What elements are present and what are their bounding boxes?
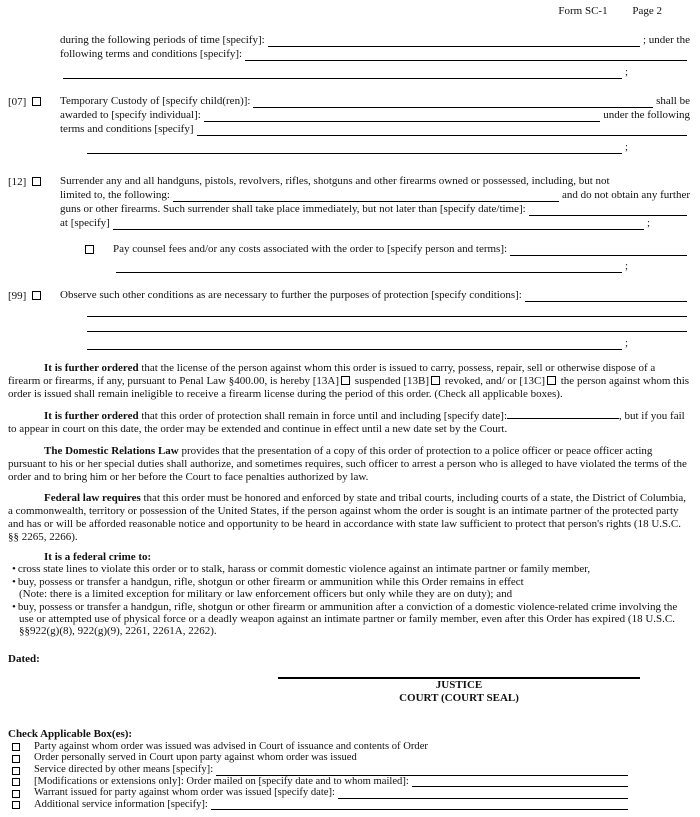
duration-text-2: , but if you fail to appear in court on this date, the order may be extended and continue in effect until a new date set by the Court. — [8, 410, 685, 436]
justice-label: JUSTICE — [435, 678, 483, 691]
clause-firearms-text-6: ; — [646, 217, 650, 229]
clause-firearms-text-4: guns or other firearms. Such surrender shall take place immediately, but not later than [specify date/time]: — [60, 203, 526, 215]
custody-checkbox-icon[interactable] — [32, 97, 41, 106]
clause-counsel-text-2: ; — [624, 260, 628, 272]
clause-counsel-fees — [8, 242, 690, 273]
federal-crime-bullet-1 — [8, 563, 690, 575]
check-item-warrant-issued — [8, 787, 690, 799]
federal-crime-heading: It is a federal crime to: — [44, 550, 152, 563]
bullet-2-text: buy, possess or transfer a handgun, rifle, shotgun or other firearm or ammunition while this Order remains in effect — [17, 575, 524, 588]
clause-other-conditions — [8, 288, 690, 350]
check-item-additional-service-info — [8, 799, 690, 811]
suspended-checkbox-icon[interactable] — [341, 376, 350, 385]
federal-crime-bullet-3 — [8, 601, 690, 638]
check-item-service-other-means — [8, 764, 690, 776]
clause-surrender-firearms — [8, 174, 690, 230]
other-conditions-field[interactable] — [525, 291, 687, 302]
clause-custody-text-5: terms and conditions [specify] — [60, 123, 194, 135]
license-code-13c: [13C] — [519, 374, 545, 387]
additional-service-info-field[interactable] — [211, 800, 628, 810]
bullet-1-text: cross state lines to violate this order or to stalk, harass or commit domestic violence against an intimate partner or family member, — [17, 563, 591, 576]
clause-firearms-gutter — [8, 174, 60, 189]
surrender-location-field[interactable] — [113, 219, 644, 230]
counsel-person-field-2[interactable] — [116, 262, 622, 273]
bullet-icon: • — [12, 575, 16, 588]
firearms-checkbox-icon[interactable] — [32, 177, 41, 186]
clause-temporary-custody — [8, 94, 690, 154]
warrant-date-field[interactable] — [338, 789, 628, 799]
clause-firearms-text-3: and do not obtain any further — [562, 189, 690, 201]
clause-other-number: [99] — [8, 290, 27, 302]
clause-custody-text-1: Temporary Custody of [specify child(ren)]: — [60, 95, 251, 107]
warrant-checkbox-icon[interactable] — [12, 790, 20, 798]
clause-time-text-2: ; under the — [642, 34, 690, 46]
surrender-datetime-field[interactable] — [529, 205, 687, 216]
signature-block — [278, 677, 640, 705]
clause-firearms-number: [12] — [8, 176, 27, 188]
federal-crime-bullet-2-note: (Note: there is a limited exception for military or law enforcement officers but only while they are on duty); and — [19, 588, 513, 601]
license-text-2: suspended — [354, 374, 401, 387]
check-boxes-heading: Check Applicable Box(es): — [8, 727, 133, 740]
clause-time-text-4: ; — [624, 66, 628, 78]
drl-text: provides that the presentation of a copy of this order of protection to a police officer or peace officer acting pursuant to his or her special duties shall authorize, and sometimes requires, such officer to arrest a person who is alleged to have violated the terms of the order and to bring him or her before the Court to face penalties authorized by law. — [8, 444, 687, 483]
check-item-label: Additional service information [specify]: — [34, 798, 208, 810]
clause-counsel-gutter — [85, 242, 113, 257]
terms-conditions-field-2[interactable] — [63, 68, 622, 79]
clause-custody-number: [07] — [8, 96, 27, 108]
license-lead: It is further ordered — [44, 362, 139, 374]
drl-lead: The Domestic Relations Law — [44, 444, 179, 457]
form-number: Form SC-1 — [558, 5, 608, 17]
clause-other-text-1: Observe such other conditions as are necessary to further the purposes of protection [specify conditions]: — [60, 289, 522, 301]
page-header — [8, 4, 690, 18]
check-item-label: Service directed by other means [specify]: — [34, 763, 214, 775]
bullet-icon: • — [12, 600, 16, 613]
time-periods-field[interactable] — [268, 36, 640, 47]
other-conditions-field-4[interactable] — [87, 339, 622, 350]
clause-other-text-2: ; — [624, 337, 628, 349]
bullet-icon: • — [12, 563, 16, 576]
served-checkbox-icon[interactable] — [12, 755, 20, 763]
terms-conditions-field[interactable] — [245, 50, 687, 61]
clause-custody-text-2: shall be — [656, 95, 690, 107]
clause-firearms-text-1: Surrender any and all handguns, pistols, revolvers, rifles, shotguns and other firearms owned or possessed, including, but not — [60, 175, 610, 187]
check-item-order-mailed — [8, 776, 690, 788]
dated-label: Dated: — [8, 652, 40, 665]
mailed-checkbox-icon[interactable] — [12, 778, 20, 786]
clause-other-gutter — [8, 288, 60, 303]
license-code-13b: [13B] — [403, 374, 430, 387]
check-item-advised-in-court — [8, 741, 690, 753]
clause-firearms-text-2: limited to, the following: — [60, 189, 170, 201]
custody-terms-field-2[interactable] — [87, 143, 622, 154]
expiration-date-field[interactable] — [507, 409, 619, 419]
federal-lead: Federal law requires — [44, 492, 141, 505]
check-item-label: Warrant issued for party against whom order was issued [specify date]: — [34, 787, 335, 799]
clause-custody-text-4: under the following — [603, 109, 690, 121]
check-item-personally-served — [8, 752, 690, 764]
federal-text: that this order must be honored and enforced by state and tribal courts, including courts of a state, the District of Columbia, a commonwealth, territory or possession of the United States, if the person against whom the order is sought is an intimate partner of the protected party and has or will be afforded reasonable notice and opportunity to be heard in accordance with state law sufficient to protect that person's rights (18 U.S.C. §§ 2265, 2266). — [8, 492, 687, 543]
clause-time-gutter — [8, 33, 60, 34]
license-code-13a: [13A] — [312, 374, 340, 387]
clause-custody-text-3: awarded to [specify individual]: — [60, 109, 201, 121]
revoked-checkbox-icon[interactable] — [431, 376, 440, 385]
duration-text-1: that this order of protection shall remain in force until and including [specify date]: — [141, 410, 507, 423]
custody-terms-field[interactable] — [197, 125, 688, 136]
clause-time-text-1: during the following periods of time [specify]: — [60, 34, 265, 46]
order-mailed-field[interactable] — [412, 777, 628, 787]
clause-custody-gutter — [8, 94, 60, 109]
clause-firearms-text-5: at [specify] — [60, 217, 110, 229]
advised-checkbox-icon[interactable] — [12, 743, 20, 751]
clause-time-text-3: following terms and conditions [specify]: — [60, 48, 243, 60]
license-text-4: the person against whom this order is issued shall remain ineligible to receive a firearm license during the period of this order. (Check all applicable boxes). — [8, 374, 690, 400]
check-item-label: [Modifications or extensions only]: Order mailed on [specify date and to whom mailed]: — [34, 775, 409, 787]
clause-counsel-text-1: Pay counsel fees and/or any costs associated with the order to [specify person and terms]: — [113, 243, 508, 255]
counsel-person-field[interactable] — [510, 245, 687, 256]
paragraph-domestic-relations-law — [8, 445, 690, 483]
other-checkbox-icon[interactable] — [32, 291, 41, 300]
custody-individual-field[interactable] — [204, 111, 600, 122]
service-other-checkbox-icon[interactable] — [12, 767, 20, 775]
custody-children-field[interactable] — [253, 97, 653, 108]
license-text-1: that the license of the person against whom this order is issued to carry, possess, repair, sell or otherwise dispose of a firearm or firearms, if any, pursuant to Penal Law §400.00, is hereby — [8, 362, 656, 387]
service-other-means-field[interactable] — [216, 766, 628, 776]
other-conditions-field-3[interactable] — [87, 321, 687, 332]
paragraph-firearm-license — [8, 362, 690, 400]
clause-custody-text-6: ; — [624, 141, 628, 153]
page-number: Page 2 — [632, 5, 662, 17]
other-conditions-field-2[interactable] — [87, 306, 687, 317]
ineligible-checkbox-icon[interactable] — [547, 376, 556, 385]
paragraph-duration — [8, 409, 690, 436]
additional-info-checkbox-icon[interactable] — [12, 801, 20, 809]
duration-lead: It is further ordered — [44, 410, 139, 423]
firearms-list-field[interactable] — [173, 191, 559, 202]
license-text-3: revoked, and/ or — [444, 374, 517, 387]
counsel-checkbox-icon[interactable] — [85, 245, 94, 254]
clause-time-periods — [8, 33, 690, 79]
check-item-label: Order personally served in Court upon party against whom order was issued — [34, 752, 357, 764]
court-seal-label: COURT (COURT SEAL) — [399, 691, 519, 704]
paragraph-federal-law — [8, 492, 690, 543]
federal-crime-bullet-2 — [8, 576, 690, 588]
check-item-label: Party against whom order was issued was advised in Court of issuance and contents of Order — [34, 740, 428, 752]
bullet-3-text: buy, possess or transfer a handgun, rifle, shotgun or other firearm or ammunition after a conviction of a domestic violence-related crime involving the use or attempted use of physical force or a deadly weapon against an intimate partner or family member, even after this Order has expired (18 U.S.C. §§922(g)(8), 922(g)(9), 2261, 2261A, 2262). — [17, 600, 678, 638]
